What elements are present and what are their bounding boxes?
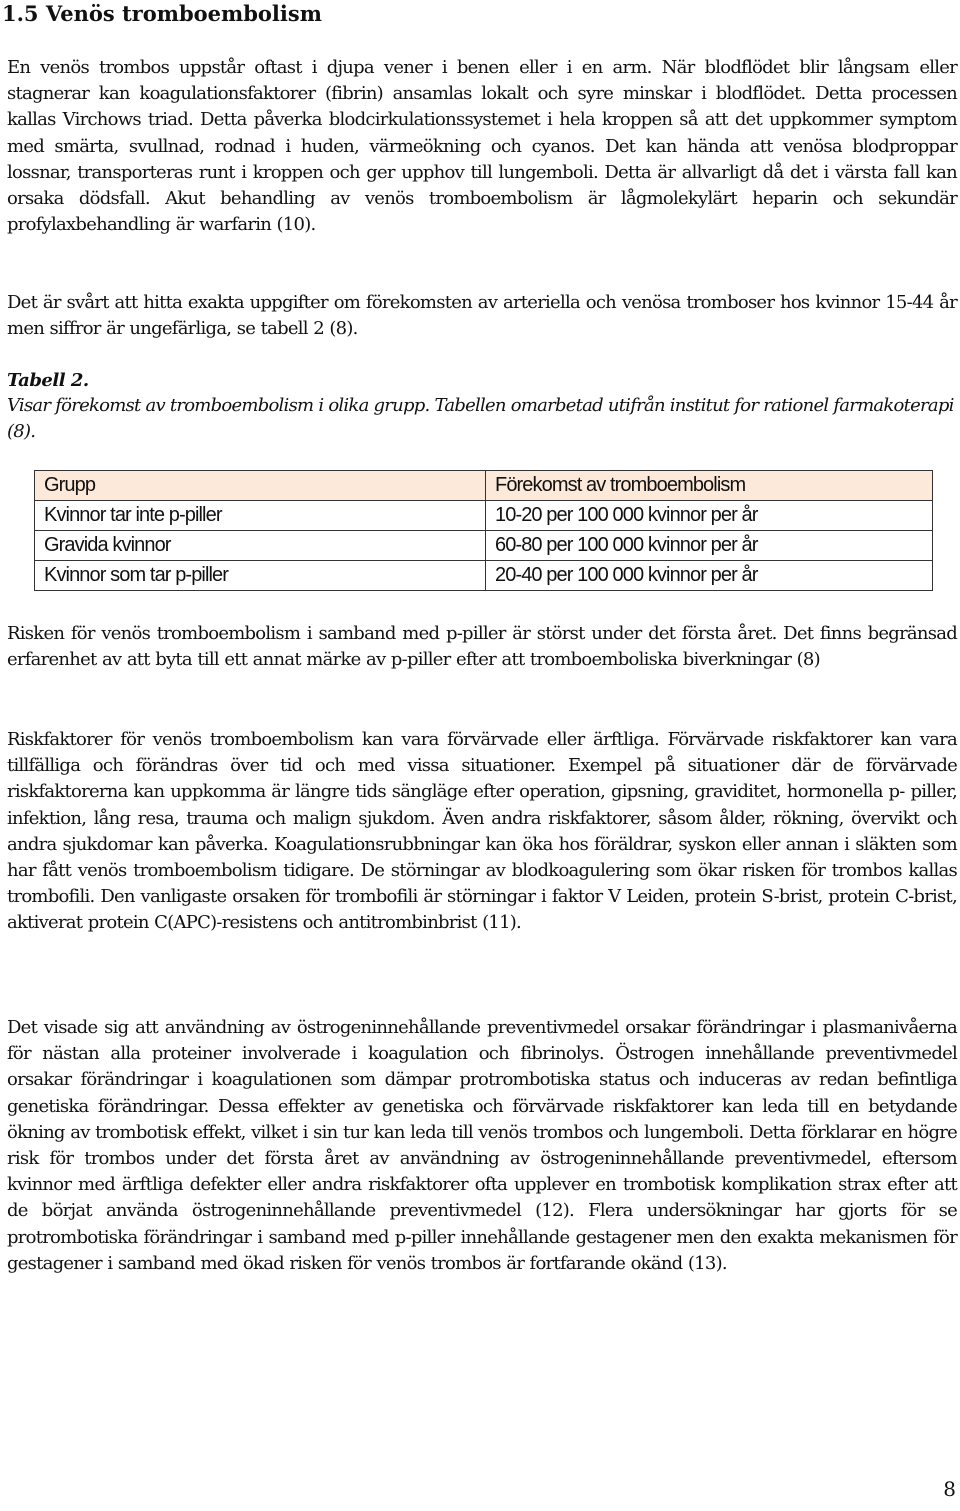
paragraph-venous-thrombosis-intro: En venös trombos uppstår oftast i djupa vener i benen eller i en arm. När blodflödet blir långsam eller stagnerar kan koagulationsfaktorer (fibrin) ansamlas lokalt och syre minskar i blodflödet. Detta processen kallas Virchows triad. Detta påverka blodcirkulationssystemet i hela kroppen så att det uppkommer symptom med smärta, svullnad, rodnad i huden, värmeökning och cyanos. Det kan hända att venösa blodproppar lossnar, transporteras runt i kroppen och ger upphov till lungemboli. Detta är allvarligt då det i värsta fall kan orsaka dödsfall. Akut behandling av venös tromboembolism är lågmolekylärt heparin och sekundär profylaxbehandling är warfarin (10).	[7, 57, 957, 236]
table-cell-prevalence: 20-40 per 100 000 kvinnor per år	[486, 561, 933, 591]
table-row	[35, 531, 933, 561]
table-cell-group: Gravida kvinnor	[35, 531, 486, 561]
table-row	[35, 501, 933, 531]
table-cell-prevalence: 10-20 per 100 000 kvinnor per år	[486, 501, 933, 531]
prevalence-table	[34, 470, 933, 591]
table-header-row	[35, 471, 933, 501]
table-cell-prevalence: 60-80 per 100 000 kvinnor per år	[486, 531, 933, 561]
table-cell-group: Kvinnor tar inte p-piller	[35, 501, 486, 531]
table-row	[35, 561, 933, 591]
table-cell-group: Kvinnor som tar p-piller	[35, 561, 486, 591]
table-caption-title: Tabell 2.	[7, 370, 89, 391]
paragraph-prevalence: Det är svårt att hitta exakta uppgifter om förekomsten av arteriella och venösa tromboser hos kvinnor 15-44 år men siffror är ungefärliga, se tabell 2 (8).	[7, 292, 957, 340]
paragraph-risk-first-year: Risken för venös tromboembolism i samband med p-piller är störst under det första året. Det finns begränsad erfarenhet av att byta till ett annat märke av p-piller efter att tromboemboliska biverkningar (8)	[7, 623, 957, 671]
paragraph-risk-factors: Riskfaktorer för venös tromboembolism kan vara förvärvade eller ärftliga. Förvärvade riskfaktorer kan vara tillfälliga och förändras över tid och med vissa situationer. Exempel på situationer där de förvärvade riskfaktorerna kan uppkomma är längre tids sängläge efter operation, gipsning, graviditet, hormonella p- piller, infektion, lång resa, trauma och malign sjukdom. Även andra riskfaktorer, såsom ålder, rökning, övervikt och andra sjukdomar kan påverka. Koagulationsrubbningar kan öka hos föräldrar, syskon eller annan i släkten som har fått venös tromboembolism tidigare. De störningar av blodkoagulering som ökar risken för trombos kallas trombofili. Den vanligaste orsaken för trombofili är störningar i faktor V Leiden, protein S-brist, protein C-brist, aktiverat protein C(APC)-resistens och antitrombinbrist (11).	[7, 729, 957, 934]
table-header-prevalence: Förekomst av tromboembolism	[486, 471, 933, 501]
table-caption-text: Visar förekomst av tromboembolism i olika grupp. Tabellen omarbetad utifrån institut for rationel farmakoterapi (8).	[7, 395, 954, 442]
table-header-group: Grupp	[35, 471, 486, 501]
section-heading: 1.5 Venös tromboembolism	[2, 1, 322, 26]
paragraph-estrogen-effects: Det visade sig att användning av östrogeninnehållande preventivmedel orsakar förändringar i plasmanivåerna för nästan alla proteiner involverade i koagulation och fibrinolys. Östrogen innehållande preventivmedel orsakar förändringar i koagulationen som dämpar protrombotiska status och induceras av redan befintliga genetiska förändringar. Dessa effekter av genetiska och förvärvade riskfaktorer kan leda till en betydande ökning av trombotisk effekt, vilket i sin tur kan leda till venös trombos och lungemboli. Detta förklarar en högre risk för trombos under det första året av användning av östrogeninnehållande preventivmedel, eftersom kvinnor med ärftliga defekter eller andra riskfaktorer ofta upplever en trombotisk komplikation strax efter att de börjat använda östrogeninnehållande preventivmedel (12). Flera undersökningar har gjorts för se protrombotiska förändringar i samband med p-piller innehållande gestagener men den exakta mekanismen för gestagener i samband med ökad risken för venös trombos är fortfarande okänd (13).	[7, 1017, 957, 1274]
page-number: 8	[943, 1477, 956, 1501]
